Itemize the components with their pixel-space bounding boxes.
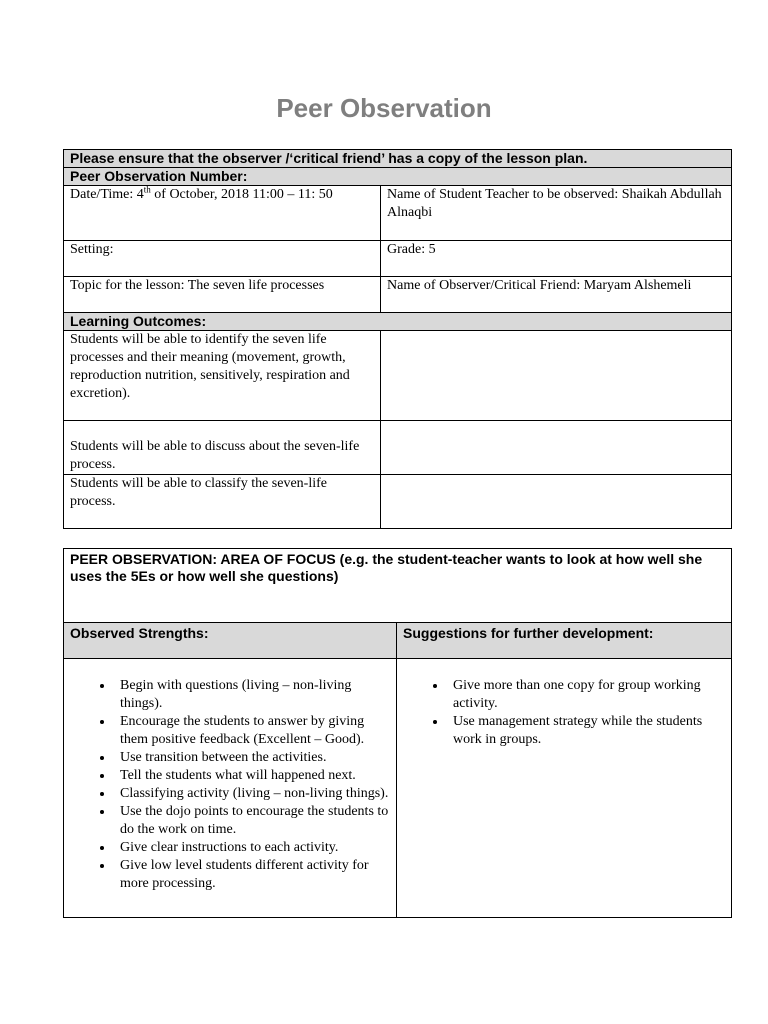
observed-strengths-label: Observed Strengths: xyxy=(64,623,397,659)
list-item: • Give more than one copy for group working activity. xyxy=(447,677,725,713)
observer-name: Name of Observer/Critical Friend: Maryam Alshemeli xyxy=(381,277,732,313)
learning-outcomes-label: Learning Outcomes: xyxy=(64,313,732,331)
list-item: • Classifying activity (living – non-living things). xyxy=(114,785,390,803)
outcome-2: Students will be able to discuss about the seven-life process. xyxy=(64,421,381,475)
list-item: • Give clear instructions to each activity. xyxy=(114,839,390,857)
topic-cell: Topic for the lesson: The seven life processes xyxy=(64,277,381,313)
list-item: • Use the dojo points to encourage the students to do the work on time. xyxy=(114,803,390,839)
datetime-suffix: of October, 2018 11:00 – 11: 50 xyxy=(150,187,333,202)
list-item: • Give low level students different activity for more processing. xyxy=(114,857,390,893)
list-item: • Use management strategy while the students work in groups. xyxy=(447,713,725,749)
outcome-1-notes xyxy=(381,331,732,421)
area-of-focus: PEER OBSERVATION: AREA OF FOCUS (e.g. the student-teacher wants to look at how well she uses the 5Es or how well she questions) xyxy=(64,549,732,623)
student-teacher-name: Name of Student Teacher to be observed: Shaikah Abdullah Alnaqbi xyxy=(381,186,732,241)
outcome-3: Students will be able to classify the seven-life process. xyxy=(64,475,381,529)
list-item: • Tell the students what will happened next. xyxy=(114,767,390,785)
lesson-plan-notice: Please ensure that the observer /‘critical friend’ has a copy of the lesson plan. xyxy=(64,150,732,168)
grade-cell: Grade: 5 xyxy=(381,241,732,277)
observation-details-table xyxy=(63,149,732,529)
area-of-focus-table xyxy=(63,548,732,918)
strengths-list xyxy=(70,677,390,893)
datetime-sup: th xyxy=(143,184,151,195)
datetime-cell xyxy=(64,186,381,241)
suggestions-list xyxy=(403,677,725,749)
outcome-3-notes xyxy=(381,475,732,529)
strengths-cell xyxy=(64,659,397,918)
suggestions-cell xyxy=(397,659,732,918)
list-item: • Use transition between the activities. xyxy=(114,749,390,767)
page-title: Peer Observation xyxy=(276,93,492,123)
outcome-1: Students will be able to identify the seven life processes and their meaning (movement, growth, reproduction nutrition, sensitively, respiration and excretion). xyxy=(64,331,381,421)
outcome-2-notes xyxy=(381,421,732,475)
list-item: • Begin with questions (living – non-living things). xyxy=(114,677,390,713)
list-item: • Encourage the students to answer by giving them positive feedback (Excellent – Good). xyxy=(114,713,390,749)
setting-cell: Setting: xyxy=(64,241,381,277)
datetime-prefix: Date/Time: 4 xyxy=(70,187,144,202)
observation-number-label: Peer Observation Number: xyxy=(64,168,732,186)
suggestions-label: Suggestions for further development: xyxy=(397,623,732,659)
